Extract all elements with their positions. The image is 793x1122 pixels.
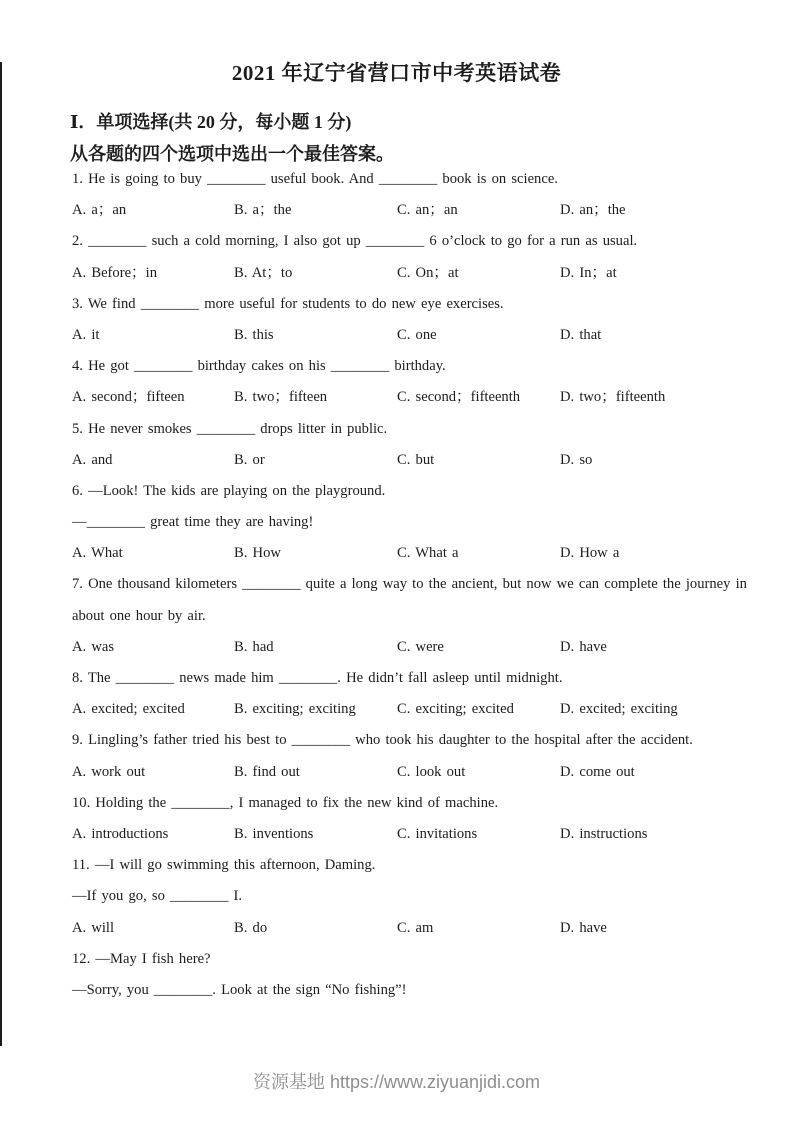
question-7-option-B: B. had — [234, 638, 274, 655]
question-5-option-B: B. or — [234, 451, 265, 468]
question-10-options-row — [72, 819, 722, 850]
question-10-option-A: A. introductions — [72, 825, 169, 842]
question-8-option-B: B. exciting; exciting — [234, 701, 356, 718]
question-3-option-B: B. this — [234, 326, 274, 343]
question-11-options-row — [72, 913, 722, 944]
question-7-option-D: D. have — [560, 638, 607, 655]
question-1-line-1: 1. He is going to buy ________ useful book. And ________ book is on science. — [72, 171, 558, 187]
question-4-line-1: 4. He got ________ birthday cakes on his ________ birthday. — [72, 358, 446, 375]
question-6-option-B: B. How — [234, 545, 281, 562]
questions-container — [72, 164, 747, 1006]
question-6-line-2: —________ great time they are having! — [72, 514, 314, 531]
question-1-options-row — [72, 195, 722, 226]
question-6-option-A: A. What — [72, 545, 123, 562]
question-11-option-A: A. will — [72, 919, 115, 936]
question-1-option-D: D. an；the — [560, 202, 626, 219]
section-heading: Ⅰ．单项选择(共 20 分，每小题 1 分) — [70, 112, 352, 132]
question-8-option-A: A. excited; excited — [72, 701, 185, 718]
question-9-line-1: 9. Lingling’s father tried his best to ________ who took his daughter to the hospital after the accident. — [72, 732, 693, 749]
question-7-line-1: 7. One thousand kilometers ________ quite a long way to the ancient, but now we can complete the journey in — [72, 576, 747, 593]
question-10-line-1: 10. Holding the ________, I managed to fix the new kind of machine. — [72, 794, 499, 811]
question-8-line-1: 8. The ________ news made him ________. He didn’t fall asleep until midnight. — [72, 670, 563, 686]
question-6-line-1: 6. —Look! The kids are playing on the playground. — [72, 482, 386, 499]
question-2-line-1: 2. ________ such a cold morning, I also got up ________ 6 o’clock to go for a run as usual. — [72, 233, 638, 250]
question-12-line-1: 12. —May I fish here? — [72, 950, 211, 967]
question-10-option-C: C. invitations — [397, 825, 478, 842]
question-5-line-1: 5. He never smokes ________ drops litter in public. — [72, 420, 388, 437]
question-2-option-B: B. At；to — [234, 264, 293, 281]
question-11-option-D: D. have — [560, 919, 607, 936]
question-5-option-C: C. but — [397, 451, 435, 468]
question-3-options-row — [72, 320, 722, 351]
question-2-option-A: A. Before；in — [72, 264, 157, 281]
question-7-option-C: C. were — [397, 638, 444, 655]
question-7-option-A: A. was — [72, 638, 115, 655]
question-8-option-D: D. excited; exciting — [560, 701, 678, 718]
question-9-option-C: C. look out — [397, 763, 466, 780]
question-6-options-row — [72, 538, 722, 569]
question-3-line-1: 3. We find ________ more useful for students to do new eye exercises. — [72, 295, 504, 312]
question-9-option-D: D. come out — [560, 763, 635, 780]
question-4-option-B: B. two；fifteen — [234, 389, 328, 406]
question-9-option-B: B. find out — [234, 763, 300, 780]
question-9-option-A: A. work out — [72, 763, 146, 780]
page-edge-artifact — [0, 62, 2, 1046]
instruction-text: 从各题的四个选项中选出一个最佳答案。 — [70, 144, 394, 164]
question-4-options-row — [72, 382, 722, 413]
footer-watermark: 资源基地 https://www.ziyuanjidi.com — [252, 1072, 541, 1092]
question-12-line-2: —Sorry, you ________. Look at the sign “No fishing”! — [72, 981, 407, 998]
question-1-option-C: C. an；an — [397, 202, 458, 219]
question-8-option-C: C. exciting; excited — [397, 701, 514, 718]
page-title: 2021 年辽宁省营口市中考英语试卷 — [231, 61, 562, 85]
question-11-line-1: 11. —I will go swimming this afternoon, Daming. — [72, 857, 376, 874]
question-7-options-row — [72, 632, 722, 663]
question-1-option-B: B. a；the — [234, 202, 292, 219]
question-11-option-B: B. do — [234, 919, 268, 936]
question-7-line-2: about one hour by air. — [72, 607, 206, 624]
question-4-option-A: A. second；fifteen — [72, 389, 185, 406]
question-5-option-D: D. so — [560, 451, 593, 468]
question-9-options-row — [72, 757, 722, 788]
question-6-option-D: D. How a — [560, 545, 620, 562]
question-2-options-row — [72, 258, 722, 289]
question-10-option-B: B. inventions — [234, 825, 314, 842]
question-5-option-A: A. and — [72, 451, 113, 468]
question-5-options-row — [72, 445, 722, 476]
question-8-options-row — [72, 694, 722, 725]
question-11-line-2: —If you go, so ________ I. — [72, 888, 243, 905]
question-10-option-D: D. instructions — [560, 825, 648, 842]
question-3-option-A: A. it — [72, 326, 100, 343]
question-2-option-D: D. In；at — [560, 264, 617, 281]
question-3-option-D: D. that — [560, 326, 602, 343]
question-6-option-C: C. What a — [397, 545, 459, 562]
question-11-option-C: C. am — [397, 919, 434, 936]
question-4-option-D: D. two；fifteenth — [560, 389, 666, 406]
question-3-option-C: C. one — [397, 326, 437, 343]
question-1-option-A: A. a；an — [72, 202, 127, 219]
question-2-option-C: C. On；at — [397, 264, 459, 281]
question-4-option-C: C. second；fifteenth — [397, 389, 521, 406]
